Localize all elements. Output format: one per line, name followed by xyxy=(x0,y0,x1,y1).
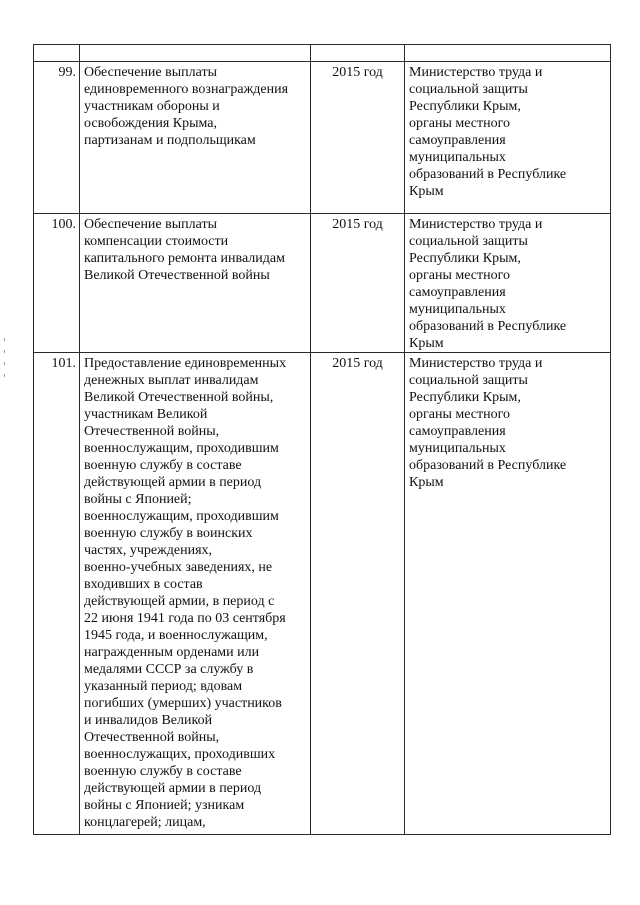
header-cell-responsible xyxy=(405,45,611,62)
binding-margin-mark xyxy=(4,338,5,341)
responsible-party: Министерство труда и социальной защиты Республики Крым, органы местного самоуправления муниципальных образований в Республике Крым xyxy=(405,353,611,835)
measure-name: Обеспечение выплаты единовременного вознаграждения участникам обороны и освобождения Крыма, партизанам и подпольщикам xyxy=(80,62,311,214)
measure-name: Обеспечение выплаты компенсации стоимости капитального ремонта инвалидам Великой Отечественной войны xyxy=(80,214,311,353)
binding-margin-mark xyxy=(4,362,5,365)
binding-margin-mark xyxy=(4,374,5,377)
responsible-party: Министерство труда и социальной защиты Республики Крым, органы местного самоуправления муниципальных образований в Республике Крым xyxy=(405,214,611,353)
measures-table xyxy=(33,44,611,835)
row-number: 101. xyxy=(34,353,80,835)
table-row xyxy=(34,62,611,214)
table-row xyxy=(34,214,611,353)
header-cell-year xyxy=(311,45,405,62)
measure-year: 2015 год xyxy=(311,62,405,214)
measure-year: 2015 год xyxy=(311,214,405,353)
table-header-row xyxy=(34,45,611,62)
measure-name: Предоставление единовременных денежных выплат инвалидам Великой Отечественной войны, участникам Великой Отечественной войны, военнослужащим, проходившим военную службу в составе действующей армии в период войны с Японией; военнослужащим, проходившим военную службу в воинских частях, учреждениях, военно-учебных заведениях, не входивших в состав действующей армии, в период с 22 июня 1941 года по 03 сентября 1945 года, и военнослужащим, награжденным орденами или медалями СССР за службу в указанный период; вдовам погибших (умерших) участников и инвалидов Великой Отечественной войны, военнослужащих, проходивших военную службу в составе действующей армии в период войны с Японией; узникам концлагерей; лицам, xyxy=(80,353,311,835)
header-cell-num xyxy=(34,45,80,62)
table-row xyxy=(34,353,611,835)
measure-year: 2015 год xyxy=(311,353,405,835)
row-number: 99. xyxy=(34,62,80,214)
responsible-party: Министерство труда и социальной защиты Республики Крым, органы местного самоуправления муниципальных образований в Республике Крым xyxy=(405,62,611,214)
binding-margin-mark xyxy=(4,350,5,353)
row-number: 100. xyxy=(34,214,80,353)
header-cell-name xyxy=(80,45,311,62)
